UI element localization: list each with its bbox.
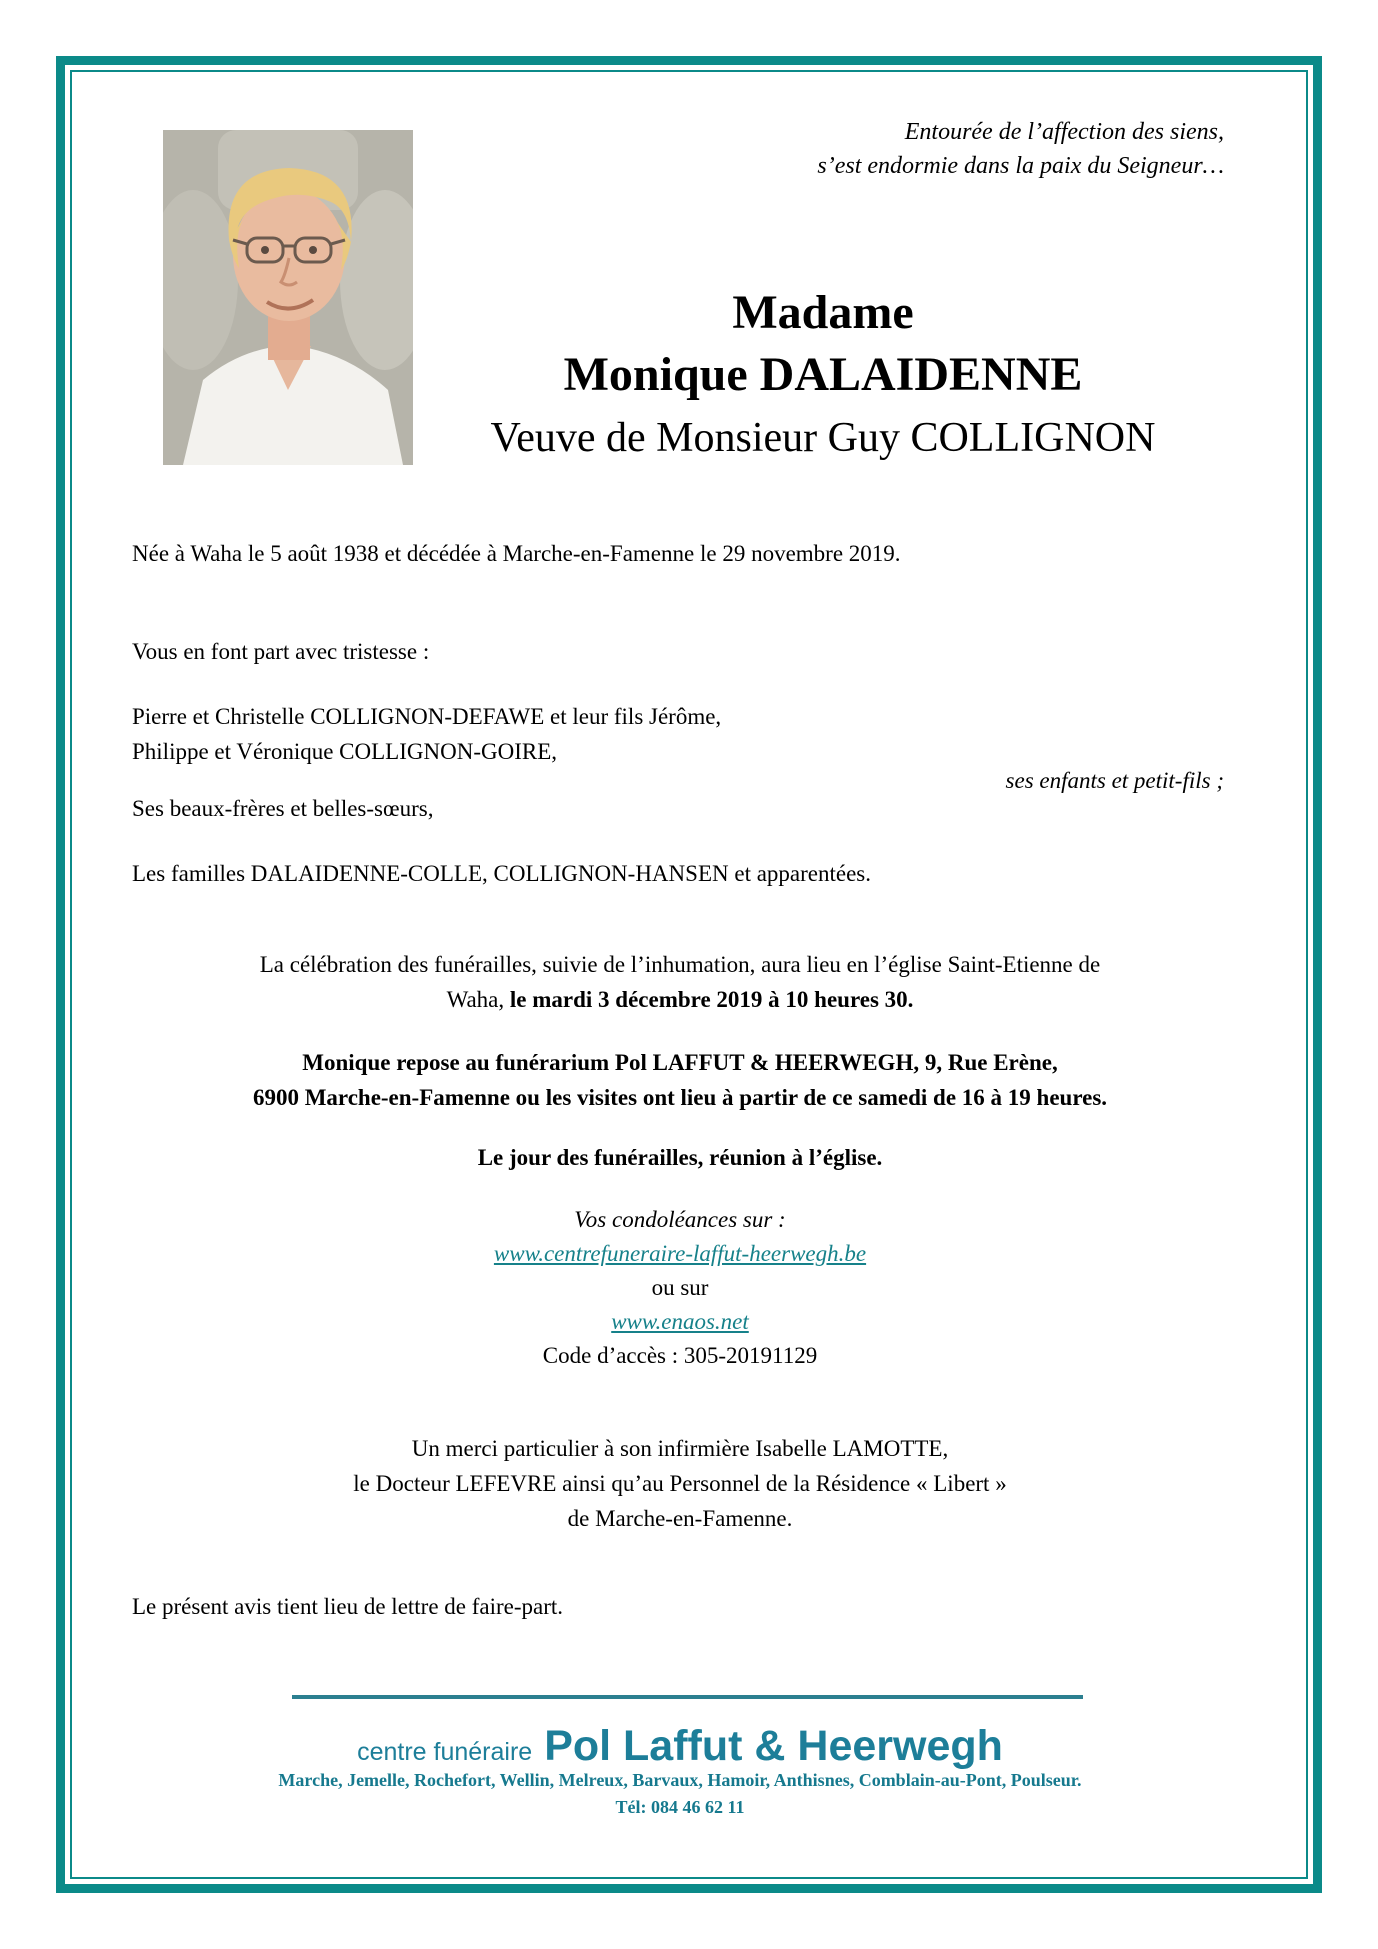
family-children: [132, 699, 1232, 769]
family-families: Les familles DALAIDENNE-COLLE, COLLIGNON-HANSEN et apparentées.: [132, 861, 871, 886]
epigraph-line-1: Entourée de l’affection des siens,: [904, 119, 1224, 145]
epigraph-line-2: s’est endormie dans la paix du Seigneur…: [817, 153, 1224, 179]
funeral-home-brand: [120, 1722, 1240, 1771]
family-relation: ses enfants et petit-fils ;: [1005, 768, 1224, 793]
condolences-link2-row: [120, 1305, 1240, 1339]
footer-phone: Tél: 084 46 62 11: [615, 1797, 745, 1817]
thanks-line-1: Un merci particulier à son infirmière Isabelle LAMOTTE,: [411, 1436, 949, 1461]
epigraph: [504, 115, 1224, 183]
condolences-label: Vos condoléances sur :: [574, 1207, 786, 1232]
repose-line-1: Monique repose au funérarium Pol LAFFUT & HEERWEGH, 9, Rue Erène,: [302, 1050, 1058, 1075]
title-name: Monique DALAIDENNE: [563, 348, 1083, 401]
condolences-link-1[interactable]: www.centrefuneraire-laffut-heerwegh.be: [493, 1241, 867, 1266]
title-widow-of: Veuve de Monsieur Guy COLLIGNON: [490, 415, 1156, 461]
condolences-or: ou sur: [651, 1275, 709, 1300]
celebration-line-2-bold: le mardi 3 décembre 2019 à 10 heures 30.: [509, 987, 914, 1012]
repose-line-2: 6900 Marche-en-Famenne ou les visites ont lieu à partir de ce samedi de 16 à 19 heures.: [252, 1085, 1108, 1110]
celebration-line-1: La célébration des funérailles, suivie de l’inhumation, aura lieu en l’église Saint-Etienne de: [259, 952, 1101, 977]
meeting-line: Le jour des funérailles, réunion à l’église.: [477, 1145, 883, 1170]
faire-part-notice: Le présent avis tient lieu de lettre de faire-part.: [132, 1594, 564, 1619]
condolences-link1-row: [120, 1237, 1240, 1271]
access-code: Code d’accès : 305-20191129: [542, 1343, 818, 1368]
thanks-paragraph: [120, 1431, 1240, 1536]
repose-paragraph: [120, 1045, 1240, 1115]
condolences-block: [120, 1203, 1240, 1373]
deceased-photo: [163, 130, 413, 465]
brand-prefix: centre funéraire: [357, 1738, 533, 1766]
condolences-link-2[interactable]: www.enaos.net: [611, 1309, 749, 1334]
portrait-illustration: [163, 130, 413, 465]
title-madame: Madame: [732, 286, 914, 339]
birth-death-line: Née à Waha le 5 août 1938 et décédée à Marche-en-Famenne le 29 novembre 2019.: [132, 541, 901, 566]
family-line-1: Pierre et Christelle COLLIGNON-DEFAWE et leur fils Jérôme,: [132, 704, 722, 729]
announcement-intro: Vous en font part avec tristesse :: [132, 639, 430, 664]
celebration-line-2-normal: Waha,: [446, 987, 510, 1012]
title-block: [413, 282, 1233, 464]
thanks-line-2: le Docteur LEFEVRE ainsi qu’au Personnel de la Résidence « Libert »: [353, 1471, 1007, 1496]
thanks-line-3: de Marche-en-Famenne.: [567, 1506, 793, 1531]
celebration-paragraph: [120, 947, 1240, 1017]
brand-name: Pol Laffut & Heerwegh: [544, 1722, 1003, 1770]
footer-locations: Marche, Jemelle, Rochefort, Wellin, Melreux, Barvaux, Hamoir, Anthisnes, Comblain-au-Pont, Poulseur.: [278, 1770, 1082, 1790]
celebration-line-2: [120, 982, 1240, 1017]
family-line-2: Philippe et Véronique COLLIGNON-GOIRE,: [132, 739, 558, 764]
footer-divider: [292, 1695, 1083, 1699]
family-in-laws: Ses beaux-frères et belles-sœurs,: [132, 796, 434, 821]
